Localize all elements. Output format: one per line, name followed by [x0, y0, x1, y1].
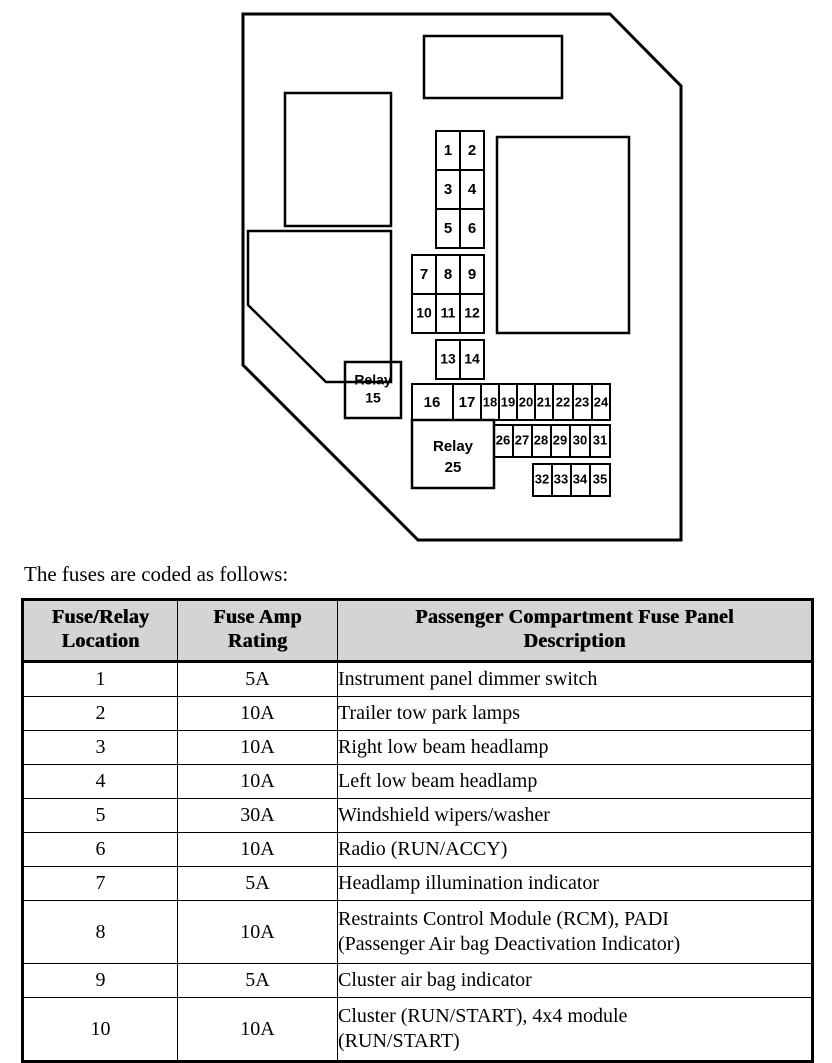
cell-location: 1 — [23, 662, 178, 697]
fuse-label-33: 33 — [553, 471, 569, 487]
cell-rating: 5A — [178, 867, 338, 901]
relay-15-label-line1: Relay — [354, 371, 392, 388]
description-line: Instrument panel dimmer switch — [338, 668, 598, 691]
fuse-label-21: 21 — [536, 394, 552, 410]
fuse-table-header — [23, 600, 813, 662]
fuse-label-17: 17 — [458, 393, 476, 411]
cell-description — [338, 964, 813, 998]
cell-description — [338, 662, 813, 697]
cell-location: 8 — [23, 901, 178, 964]
table-row — [23, 901, 813, 964]
fuse-table — [21, 598, 814, 1063]
cell-description — [338, 765, 813, 799]
cell-rating: 10A — [178, 697, 338, 731]
description-line: Trailer tow park lamps — [338, 702, 521, 725]
description-line: Cluster (RUN/START), 4x4 module — [338, 1005, 628, 1028]
cell-description — [338, 731, 813, 765]
fuse-label-31: 31 — [592, 432, 608, 448]
description-line: (RUN/START) — [338, 1030, 460, 1053]
fuse-label-30: 30 — [572, 432, 588, 448]
cell-rating: 10A — [178, 731, 338, 765]
fuse-label-14: 14 — [464, 350, 480, 367]
cell-description — [338, 799, 813, 833]
cell-location: 6 — [23, 833, 178, 867]
cell-description — [338, 833, 813, 867]
table-caption: The fuses are coded as follows: — [24, 562, 289, 586]
fuse-label-11: 11 — [440, 304, 456, 321]
fuse-label-19: 19 — [500, 394, 516, 410]
fuse-label-1: 1 — [443, 141, 453, 159]
column-header-description-line2: Description — [523, 629, 626, 652]
fuse-label-16: 16 — [423, 393, 441, 411]
cell-description — [338, 697, 813, 731]
description-line: Radio (RUN/ACCY) — [338, 838, 508, 861]
fuse-label-10: 10 — [416, 304, 432, 321]
fuse-table-container — [21, 598, 811, 1063]
fuse-label-32: 32 — [534, 471, 550, 487]
cell-rating: 30A — [178, 799, 338, 833]
description-line: Restraints Control Module (RCM), PADI — [338, 908, 669, 931]
column-header-description — [338, 600, 813, 662]
fuse-label-2: 2 — [467, 141, 477, 159]
relay-15-label-line2: 15 — [365, 389, 381, 406]
fuse-label-23: 23 — [574, 394, 590, 410]
cell-location: 3 — [23, 731, 178, 765]
fuse-label-29: 29 — [552, 432, 568, 448]
relay-25-label-line1: Relay — [432, 437, 474, 455]
panel-block-right — [497, 137, 629, 333]
cell-description — [338, 901, 813, 964]
panel-block-upper-left — [285, 93, 391, 226]
cell-location: 2 — [23, 697, 178, 731]
fuse-label-4: 4 — [467, 180, 477, 198]
fuse-label-34: 34 — [572, 471, 588, 487]
description-line: Windshield wipers/washer — [338, 804, 550, 827]
fuse-label-28: 28 — [533, 432, 549, 448]
fuse-label-24: 24 — [593, 394, 609, 410]
column-header-location — [23, 600, 178, 662]
fuse-label-22: 22 — [555, 394, 571, 410]
cell-rating: 10A — [178, 765, 338, 799]
fuse-label-5: 5 — [443, 219, 453, 237]
cell-description — [338, 998, 813, 1062]
table-row — [23, 765, 813, 799]
cell-rating: 10A — [178, 901, 338, 964]
table-row — [23, 662, 813, 697]
cell-location: 4 — [23, 765, 178, 799]
cell-rating: 10A — [178, 833, 338, 867]
fuse-label-18: 18 — [482, 394, 498, 410]
table-row — [23, 833, 813, 867]
fuse-label-20: 20 — [518, 394, 534, 410]
column-header-rating-line2: Rating — [227, 629, 288, 652]
fuse-label-7: 7 — [419, 265, 429, 283]
table-row — [23, 731, 813, 765]
fuse-label-35: 35 — [592, 471, 608, 487]
fuse-table-body — [23, 662, 813, 1062]
cell-location: 9 — [23, 964, 178, 998]
description-line: (Passenger Air bag Deactivation Indicator) — [338, 933, 681, 956]
description-line: Cluster air bag indicator — [338, 969, 532, 992]
table-row — [23, 998, 813, 1062]
table-header-row — [23, 600, 813, 662]
cell-rating: 10A — [178, 998, 338, 1062]
fuse-label-26: 26 — [495, 432, 511, 448]
cell-location: 10 — [23, 998, 178, 1062]
panel-block-lower-left — [248, 231, 391, 382]
description-line: Right low beam headlamp — [338, 736, 549, 759]
column-header-rating — [178, 600, 338, 662]
column-header-rating-line1: Fuse Amp — [213, 606, 302, 628]
table-row — [23, 799, 813, 833]
cell-description — [338, 867, 813, 901]
cell-rating: 5A — [178, 964, 338, 998]
fuse-label-6: 6 — [467, 219, 477, 237]
fuse-label-8: 8 — [443, 265, 453, 283]
description-line: Headlamp illumination indicator — [338, 872, 600, 895]
cell-location: 7 — [23, 867, 178, 901]
fuse-label-12: 12 — [464, 304, 480, 321]
fuse-label-13: 13 — [440, 350, 456, 367]
table-row — [23, 697, 813, 731]
relay-25-label-line2: 25 — [444, 458, 462, 476]
column-header-description-line1: Passenger Compartment Fuse Panel — [415, 606, 734, 628]
column-header-location-line1: Fuse/Relay — [51, 606, 150, 628]
cell-location: 5 — [23, 799, 178, 833]
fuse-column-center — [412, 131, 484, 379]
description-line: Left low beam headlamp — [338, 770, 538, 793]
table-row — [23, 964, 813, 998]
fuse-label-9: 9 — [467, 265, 477, 283]
table-row — [23, 867, 813, 901]
column-header-location-line2: Location — [61, 629, 140, 652]
fuse-label-3: 3 — [443, 180, 453, 198]
cell-rating: 5A — [178, 662, 338, 697]
panel-block-top — [424, 36, 562, 98]
fuse-label-27: 27 — [514, 432, 530, 448]
